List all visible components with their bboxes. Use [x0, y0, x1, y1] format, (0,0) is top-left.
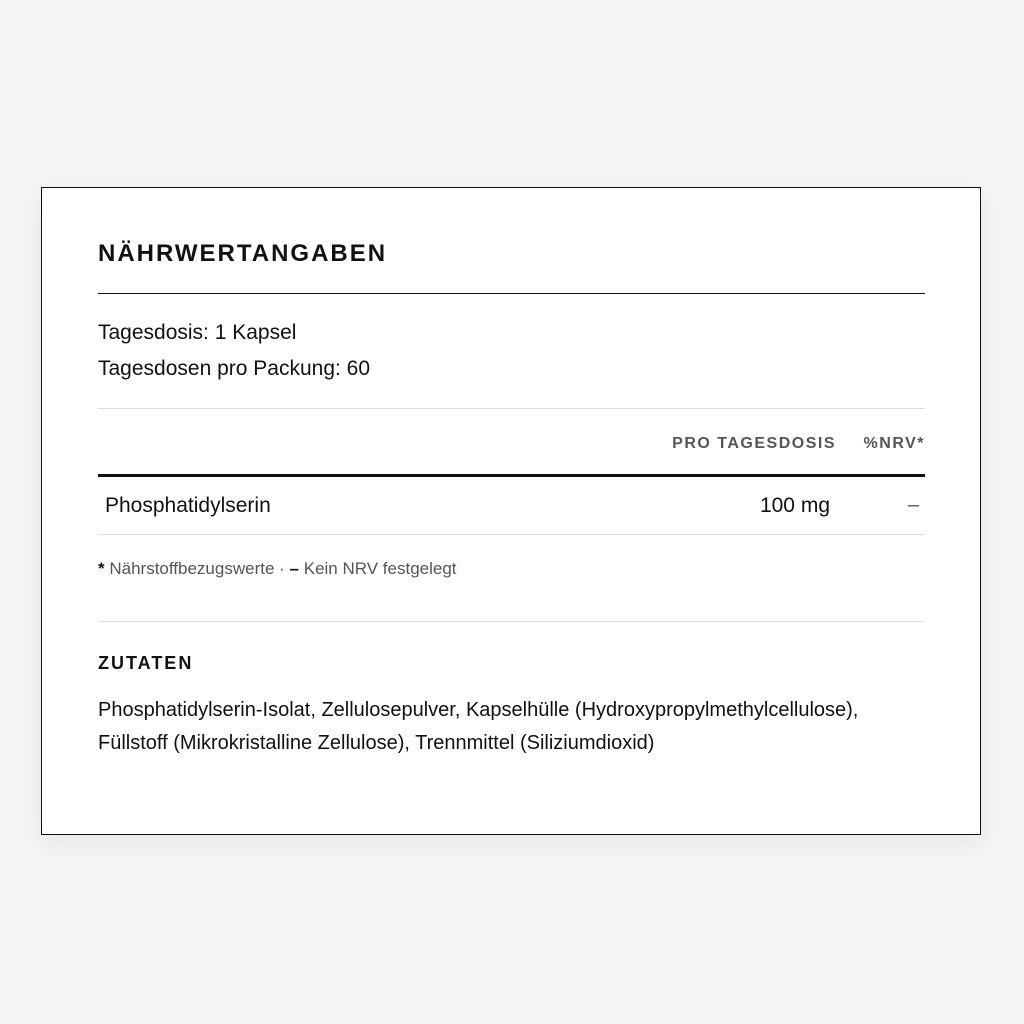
footnote: [98, 559, 457, 579]
nutrition-card: [41, 187, 981, 835]
card-content: [98, 188, 925, 834]
section-divider: [98, 621, 925, 622]
footnote-dash-text: Kein NRV festgelegt: [303, 559, 457, 578]
footnote-asterisk-text: Nährstoffbezugswerte ·: [109, 559, 285, 578]
column-header-nrv: %NRV*: [863, 435, 925, 452]
ingredients-title: ZUTATEN: [98, 653, 194, 673]
footnote-asterisk: *: [98, 559, 105, 578]
ingredients-text: Phosphatidylserin-Isolat, Zellulosepulver, Kapselhülle (Hydroxypropylmethylcellulose), Füllstoff (Mikrokristalline Zellulose), Trennmittel (Siliziumdioxid): [98, 699, 859, 754]
title-divider: [98, 293, 925, 294]
doses-per-pack: Tagesdosen pro Packung: 60: [98, 357, 371, 380]
column-header-amount: PRO TAGESDOSIS: [672, 435, 836, 452]
nutrient-amount: 100 mg: [759, 494, 830, 517]
daily-dose: Tagesdosis: 1 Kapsel: [98, 321, 297, 344]
table-row-divider: [98, 534, 925, 535]
nutrient-name: Phosphatidylserin: [105, 494, 271, 517]
table-header-divider: [98, 474, 925, 477]
footnote-dash: –: [289, 559, 299, 578]
nutrient-nrv: –: [907, 494, 919, 516]
serving-divider: [98, 408, 925, 409]
nutrition-title: NÄHRWERTANGABEN: [98, 240, 388, 267]
